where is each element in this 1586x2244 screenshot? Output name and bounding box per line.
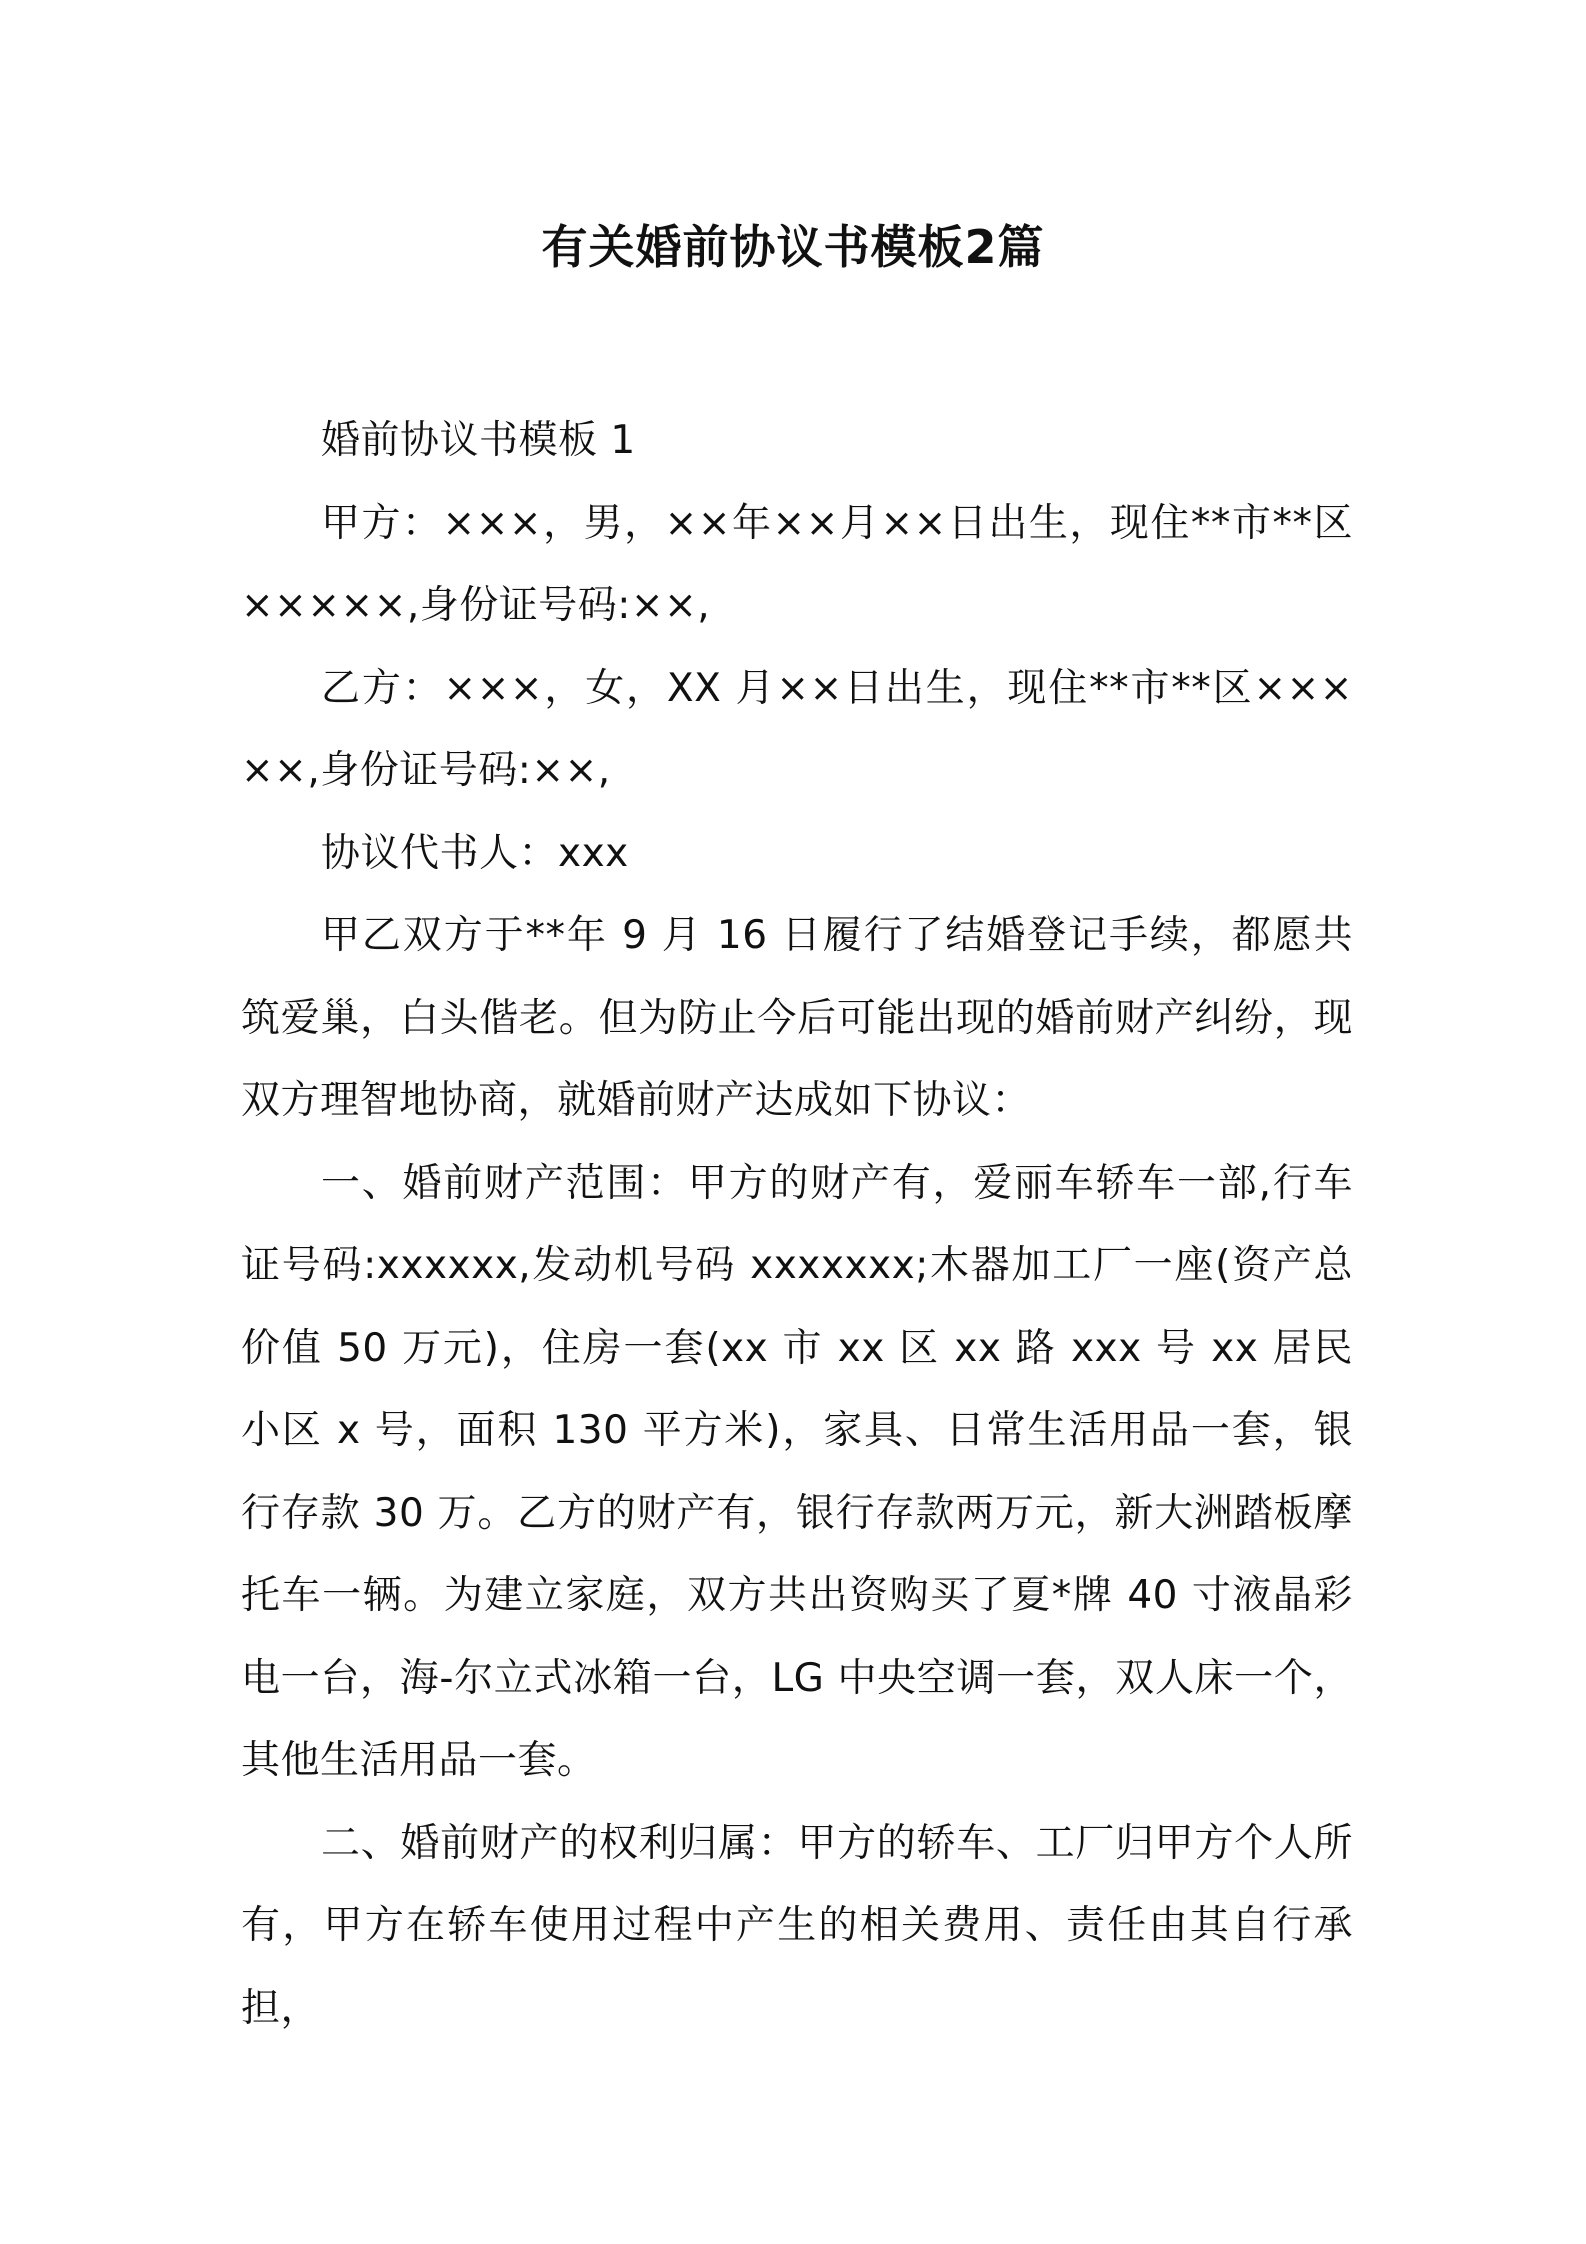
- section-heading-template-1: 婚前协议书模板 1: [321, 418, 636, 463]
- clause-2-paragraph: 二、婚前财产的权利归属：甲方的轿车、工厂归甲方个人所有，甲方在轿车使用过程中产生的相关费用、责任由其自行承担，: [241, 1820, 1353, 2031]
- preamble-paragraph: 甲乙双方于**年 9 月 16 日履行了结婚登记手续，都愿共筑爱巢，白头偕老。但为防止今后可能出现的婚前财产纠纷，现双方理智地协商，就婚前财产达成如下协议：: [241, 913, 1353, 1123]
- document-title: 有关婚前协议书模板2篇: [541, 220, 1045, 274]
- party-b-paragraph: 乙方：×××，女，XX 月××日出生，现住**市**区×××××,身份证号码:××,: [241, 665, 1353, 793]
- document-body: [241, 400, 1353, 2050]
- agreement-writer-paragraph: 协议代书人：xxx: [321, 830, 629, 876]
- clause-1-paragraph: 一、婚前财产范围：甲方的财产有，爱丽车轿车一部,行车证号码:xxxxxx,发动机号码 xxxxxxx;木器加工厂一座(资产总价值 50 万元)，住房一套(xx 市 xx 区 xx 路 xxx 号 xx 居民小区 x 号，面积 130 平方米)，家具、日常生活用品一套，银行存款 30 万。乙方的财产有，银行存款两万元，新大洲踏板摩托车一辆。为建立家庭，双方共出资购买了夏*牌 40 寸液晶彩电一台，海-尔立式冰箱一台，LG 中央空调一套，双人床一个，其他生活用品一套。: [241, 1160, 1353, 1783]
- party-a-paragraph: 甲方：×××，男，××年××月××日出生，现住**市**区×××××,身份证号码:××,: [241, 500, 1353, 628]
